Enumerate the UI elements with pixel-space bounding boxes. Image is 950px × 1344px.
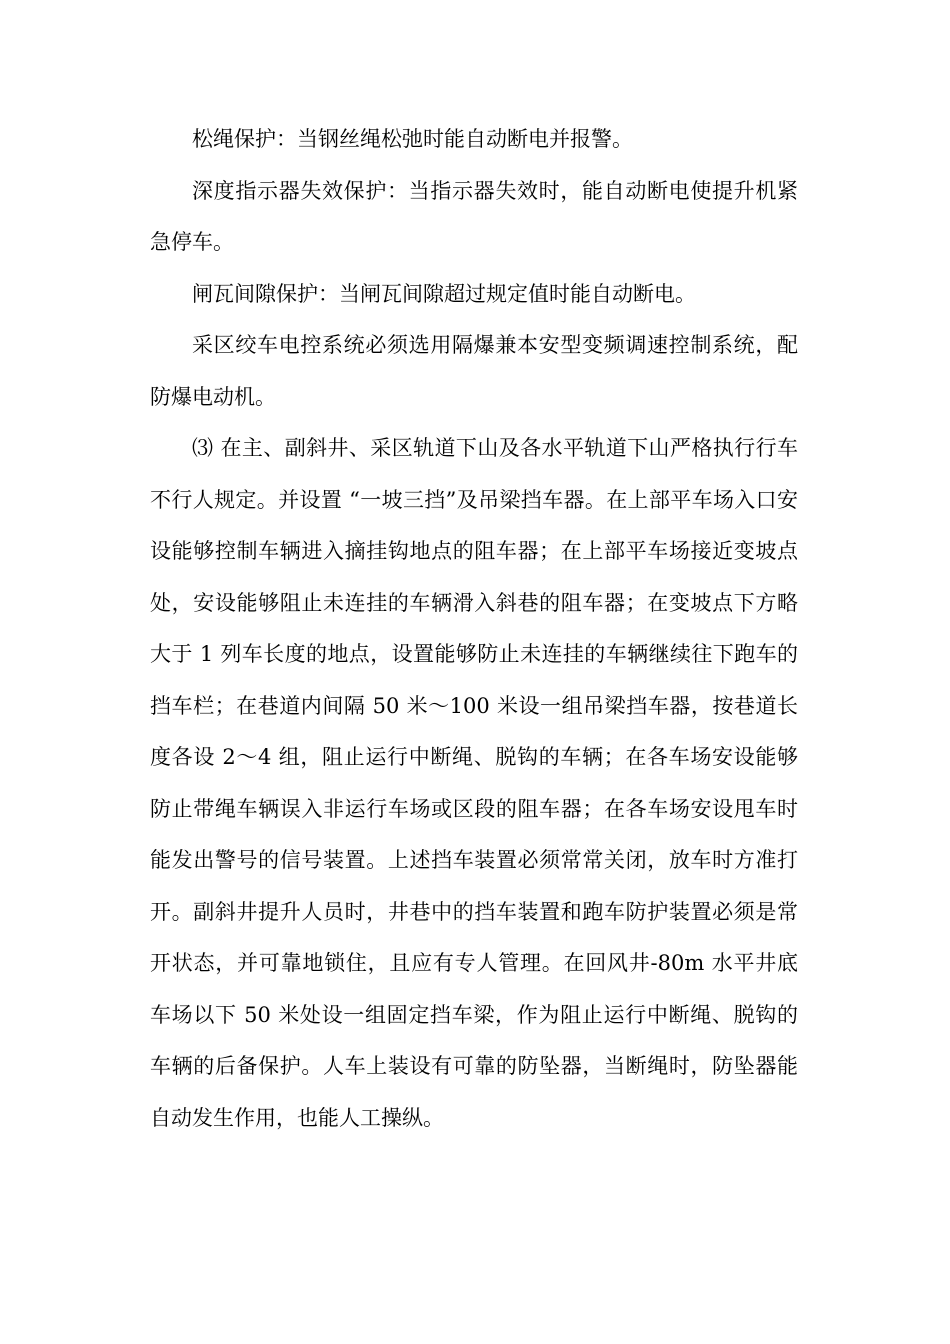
paragraph-slack-rope-protection: 松绳保护：当钢丝绳松弛时能自动断电并报警。 <box>192 127 633 151</box>
document-body <box>150 114 798 1144</box>
paragraph-depth-indicator-protection: 深度指示器失效保护：当指示器失效时，能自动断电使提升机紧急停车。 <box>150 178 798 254</box>
paragraph-incline-safety-measures: ⑶ 在主、副斜井、采区轨道下山及各水平轨道下山严格执行行车不行人规定。并设置 “一坡三挡”及吊梁挡车器。在上部平车场入口安设能够控制车辆进入摘挂钩地点的阻车器；在上部平车场接近变坡点处，安设能够阻止未连挂的车辆滑入斜巷的阻车器；在变坡点下方略大于 1 列车长度的地点，设置能够防止未连挂的车辆继续往下跑车的挡车栏；在巷道内间隔 50 米～100 米设一组吊梁挡车器，按巷道长度各设 2～4 组，阻止运行中断绳、脱钩的车辆；在各车场安设能够防止带绳车辆误入非运行车场或区段的阻车器；在各车场安设甩车时能发出警号的信号装置。上述挡车装置必须常常关闭，放车时方准打开。副斜井提升人员时，井巷中的挡车装置和跑车防护装置必须是常开状态，并可靠地锁住，且应有专人管理。在回风井-80m 水平井底车场以下 50 米处设一组固定挡车梁，作为阻止运行中断绳、脱钩的车辆的后备保护。人车上装设有可靠的防坠器，当断绳时，防坠器能自动发生作用，也能人工操纵。 <box>150 436 798 1130</box>
paragraph-brake-gap-protection: 闸瓦间隙保护：当闸瓦间隙超过规定值时能自动断电。 <box>192 281 696 306</box>
paragraph-winch-control-system: 采区绞车电控系统必须选用隔爆兼本安型变频调速控制系统，配防爆电动机。 <box>150 333 798 409</box>
